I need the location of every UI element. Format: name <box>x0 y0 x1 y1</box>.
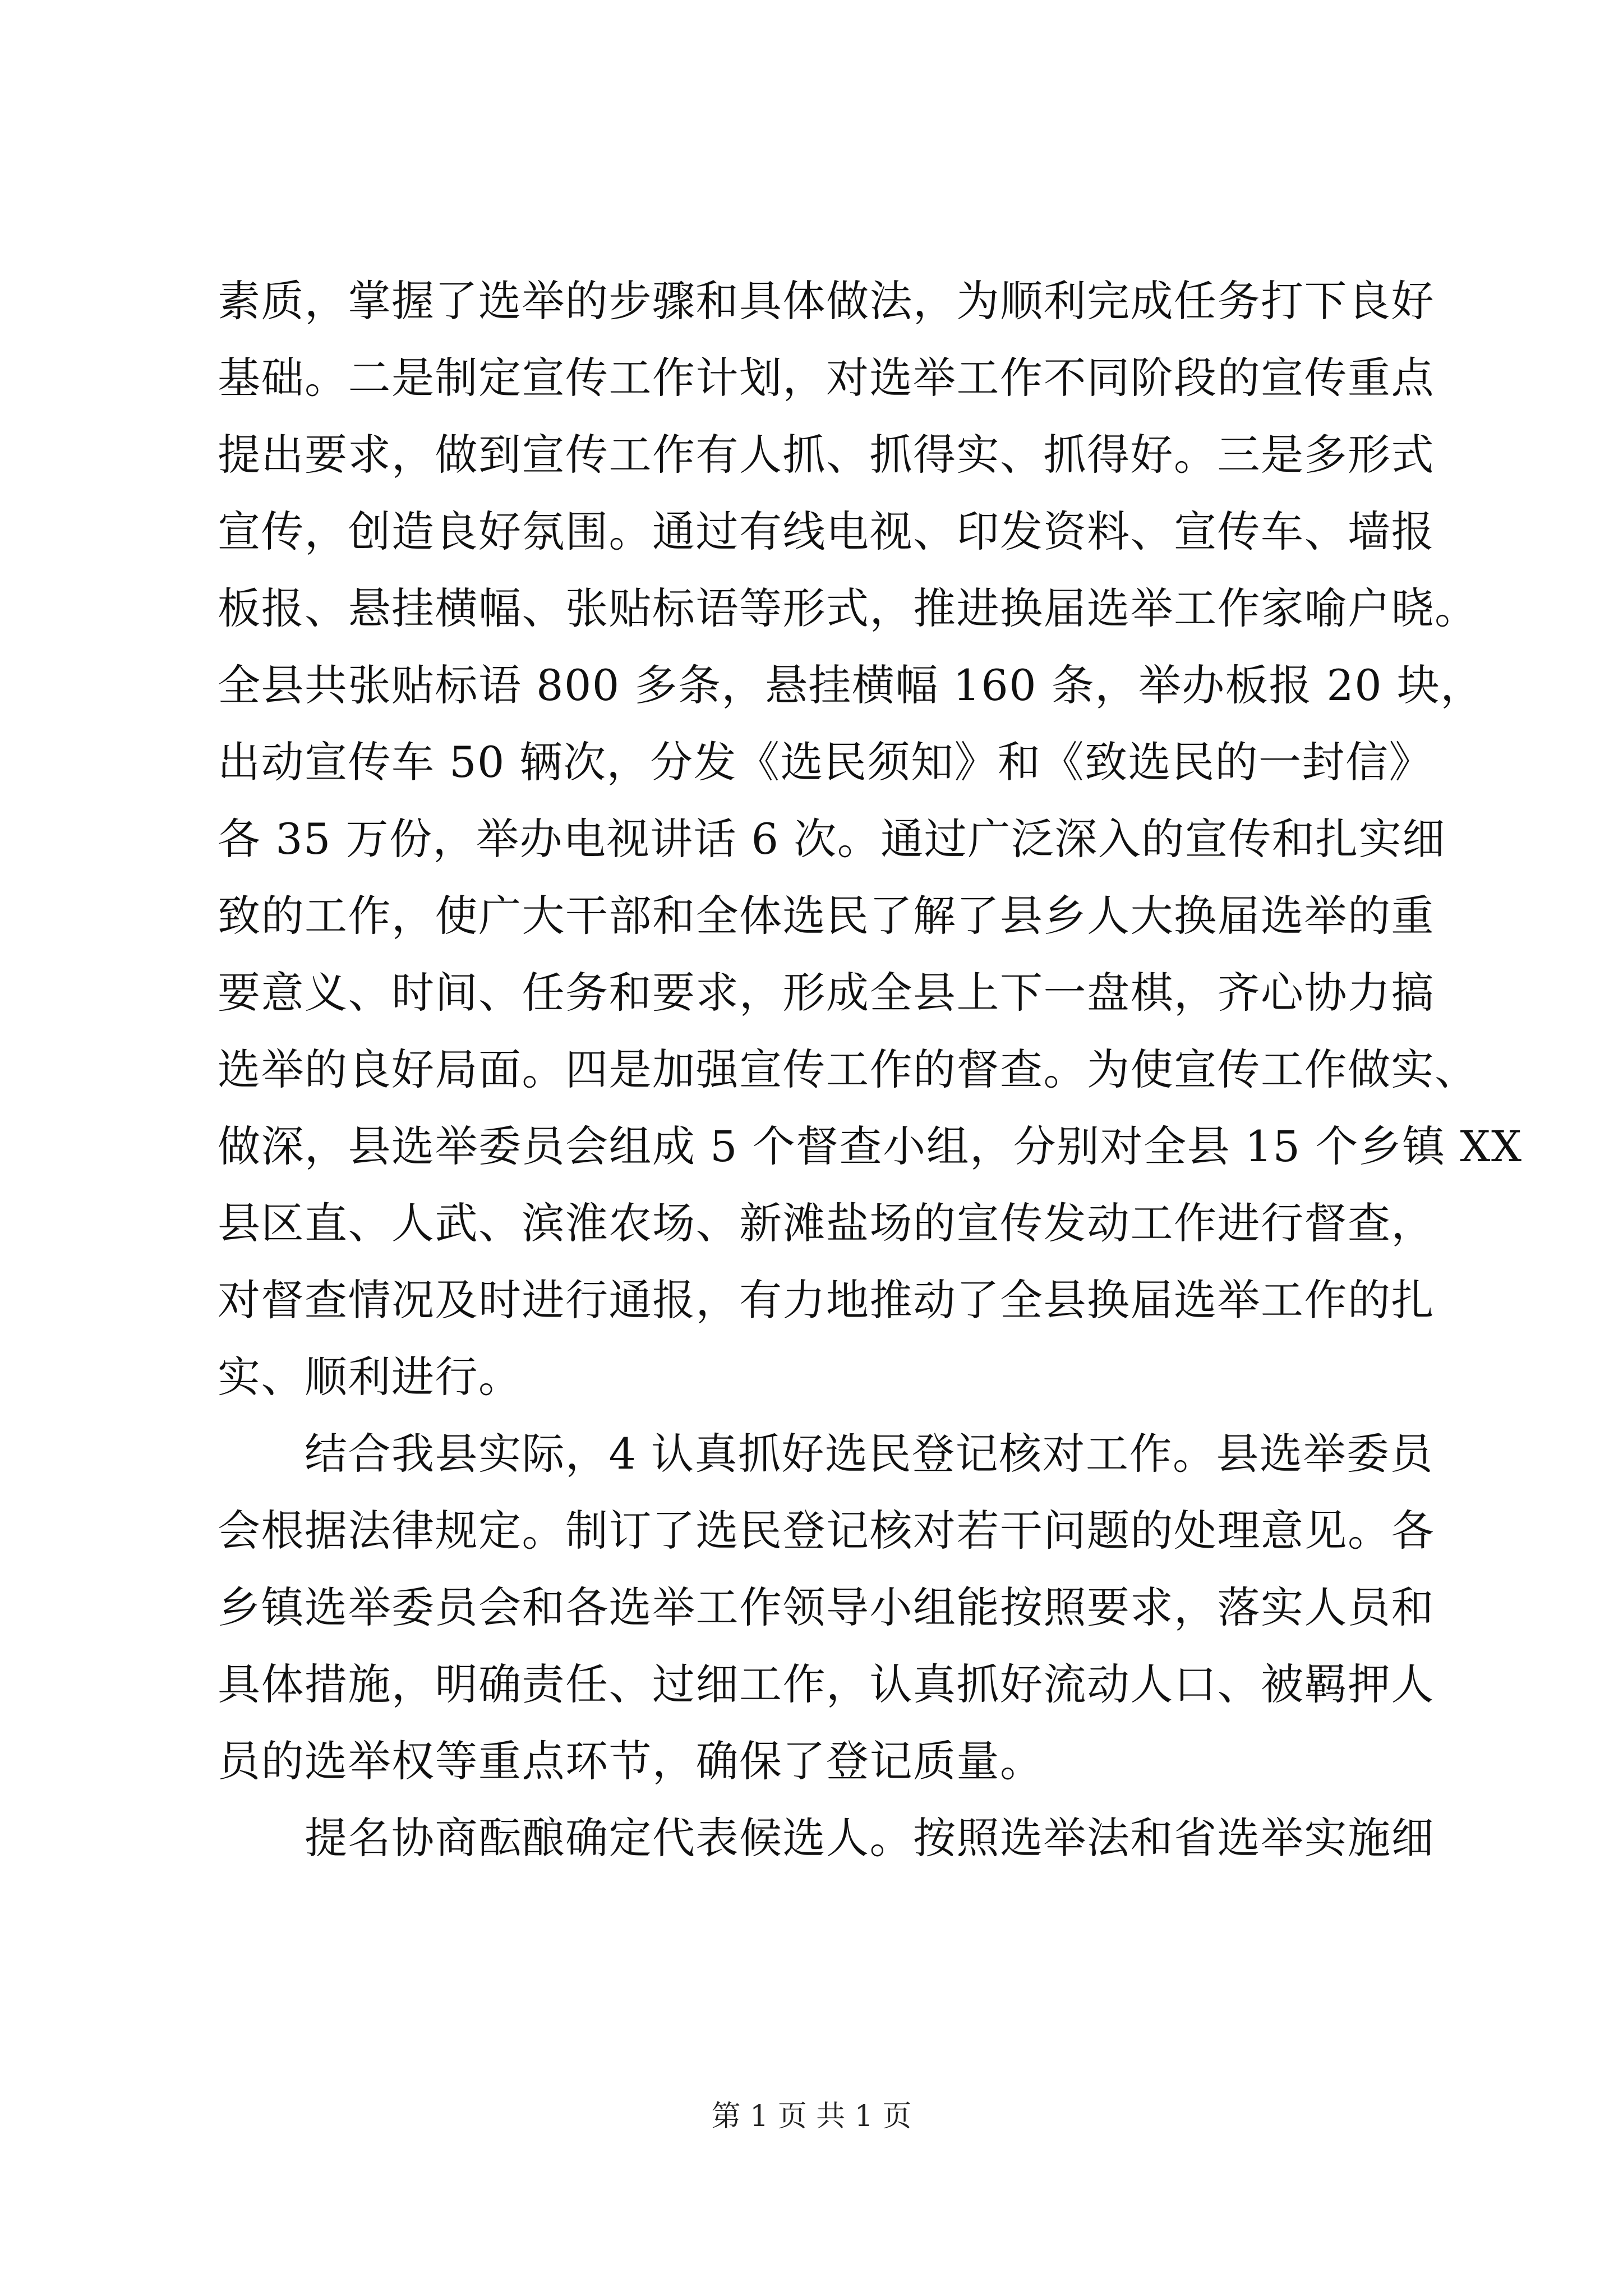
text-line: 出动宣传车 50 辆次，分发《选民须知》和《致选民的一封信》 <box>218 737 1433 787</box>
text-line: 宣传，创造良好氛围。通过有线电视、印发资料、宣传车、墙报 <box>218 507 1435 556</box>
text-line: 做深，县选举委员会组成 5 个督查小组，分别对全县 15 个乡镇 XX <box>218 1121 1523 1171</box>
paragraph <box>218 1415 1435 1800</box>
text-line: 实、顺利进行。 <box>218 1352 522 1402</box>
text-line: 基础。二是制定宣传工作计划，对选举工作不同阶段的宣传重点 <box>218 353 1435 403</box>
text-line: 提名协商酝酿确定代表候选人。按照选举法和省选举实施细 <box>305 1813 1435 1863</box>
text-line: 选举的良好局面。四是加强宣传工作的督查。为使宣传工作做实、 <box>218 1045 1478 1094</box>
text-line: 乡镇选举委员会和各选举工作领导小组能按照要求，落实人员和 <box>218 1582 1435 1632</box>
text-line: 结合我县实际，4 认真抓好选民登记核对工作。县选举委员 <box>305 1429 1434 1479</box>
text-line: 板报、悬挂横幅、张贴标语等形式，推进换届选举工作家喻户晓。 <box>218 583 1478 633</box>
text-line: 素质，掌握了选举的步骤和具体做法，为顺利完成任务打下良好 <box>218 276 1435 326</box>
text-line: 提出要求，做到宣传工作有人抓、抓得实、抓得好。三是多形式 <box>218 430 1435 480</box>
text-line: 员的选举权等重点环节，确保了登记质量。 <box>218 1736 1044 1786</box>
paragraph <box>218 263 1523 1415</box>
page-footer <box>0 2097 1623 2136</box>
text-line: 各 35 万份，举办电视讲话 6 次。通过广泛深入的宣传和扎实细 <box>218 814 1446 864</box>
text-line: 县区直、人武、滨淮农场、新滩盐场的宣传发动工作进行督查， <box>218 1198 1435 1248</box>
text-line: 对督查情况及时进行通报，有力地推动了全县换届选举工作的扎 <box>218 1275 1435 1325</box>
text-line: 致的工作，使广大干部和全体选民了解了县乡人大换届选举的重 <box>218 891 1435 941</box>
text-line: 会根据法律规定。制订了选民登记核对若干问题的处理意见。各 <box>218 1506 1435 1556</box>
page-number: 第 1 页 共 1 页 <box>711 2100 912 2133</box>
text-line: 要意义、时间、任务和要求，形成全县上下一盘棋，齐心协力搞 <box>218 968 1435 1018</box>
paragraph <box>218 1800 1435 1876</box>
text-line: 全县共张贴标语 800 多条，悬挂横幅 160 条，举办板报 20 块， <box>218 660 1484 710</box>
text-line: 具体措施，明确责任、过细工作，认真抓好流动人口、被羁押人 <box>218 1659 1435 1709</box>
document-body <box>218 263 1523 1876</box>
